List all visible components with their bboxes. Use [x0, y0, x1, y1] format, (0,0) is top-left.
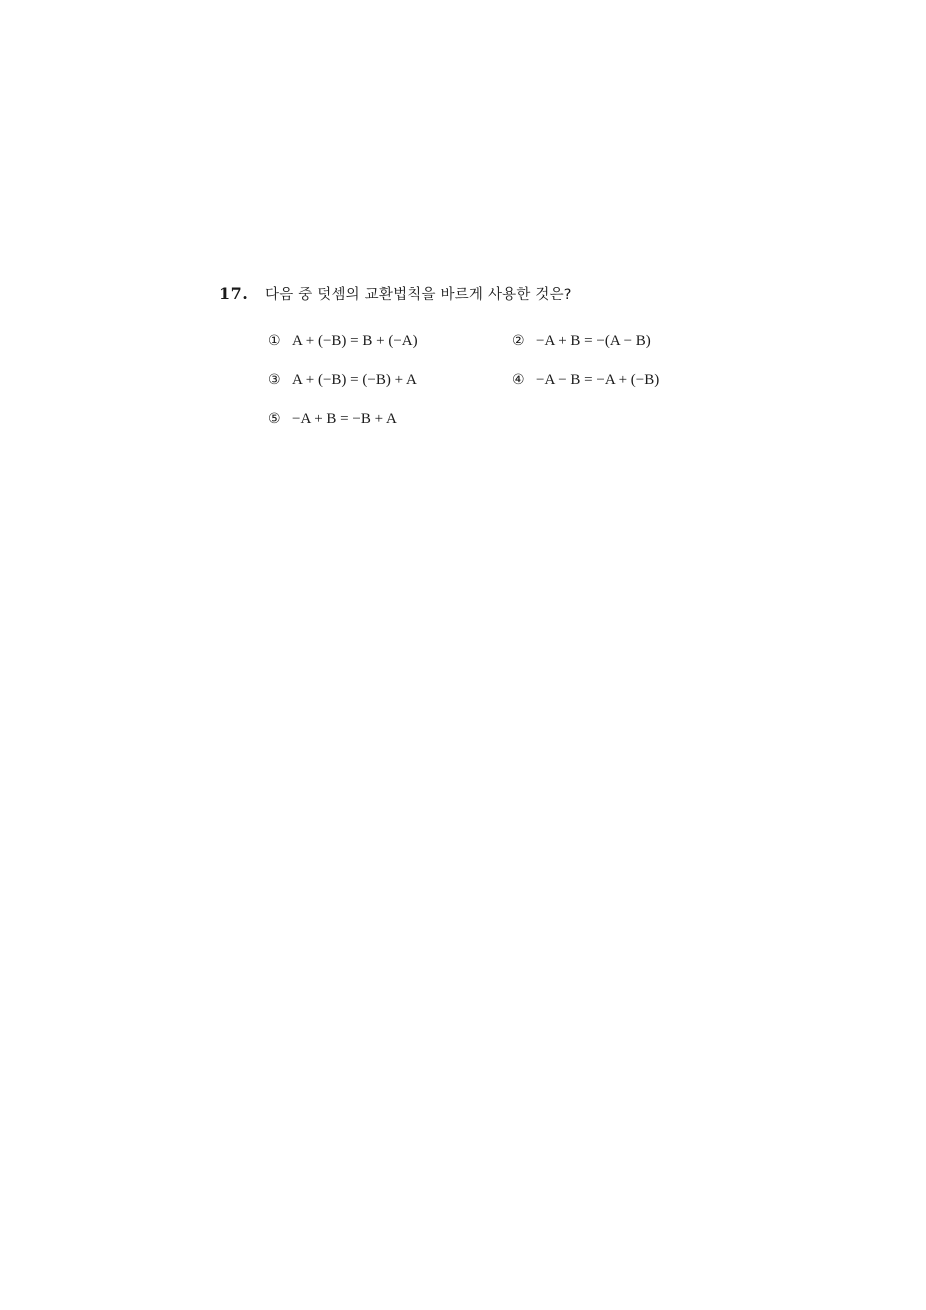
choice-expression: −A + B = −(A − B): [536, 333, 651, 349]
choice-marker: ④: [512, 372, 525, 388]
choice-expression: −A + B = −B + A: [292, 411, 397, 427]
question-text: 다음 중 덧셈의 교환법칙을 바르게 사용한 것은?: [265, 287, 572, 303]
choice-1[interactable]: [268, 333, 418, 350]
question-number: 17.: [219, 284, 249, 303]
choice-expression: −A − B = −A + (−B): [536, 372, 660, 388]
choice-marker: ⑤: [268, 411, 281, 427]
question-17: [219, 283, 779, 427]
choice-expression: A + (−B) = (−B) + A: [292, 372, 417, 388]
choice-expression: A + (−B) = B + (−A): [292, 333, 418, 349]
choice-2[interactable]: [512, 333, 651, 350]
question-header: [219, 283, 779, 307]
choice-4[interactable]: [512, 372, 659, 389]
choice-marker: ②: [512, 333, 525, 349]
choice-3[interactable]: [268, 372, 417, 389]
choice-marker: ③: [268, 372, 281, 388]
choice-marker: ①: [268, 333, 281, 349]
choice-5[interactable]: [268, 411, 397, 428]
